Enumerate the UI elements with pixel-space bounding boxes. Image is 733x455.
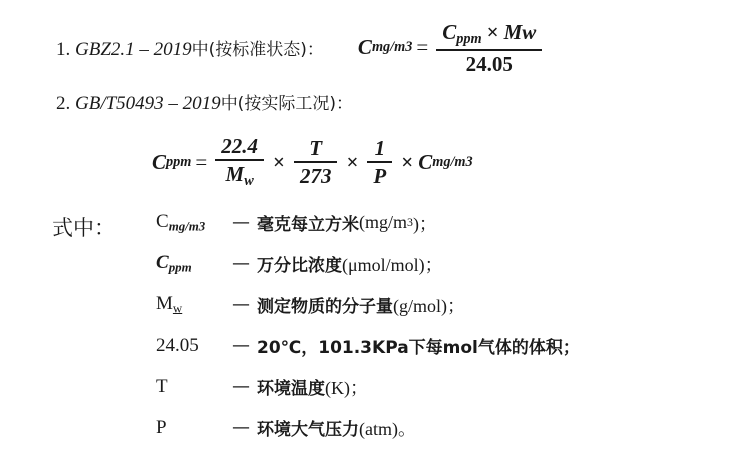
formula-2-frac1-num: 22.4	[215, 134, 264, 161]
formula-2-expression	[24, 126, 709, 198]
formula-2-frac1-den-symbol: M	[225, 162, 245, 187]
formula-2-times-1: ×	[272, 149, 285, 174]
legend-row-1-symbol-main: C	[156, 251, 169, 273]
formula-2-fraction-1	[215, 134, 264, 190]
legend-row	[156, 325, 709, 366]
legend-rows	[74, 202, 709, 448]
formula-item-1	[24, 18, 709, 78]
formula-2-times-2: ×	[346, 149, 359, 174]
legend-row-3-description: 20℃，101.3KPa下每mol气体的体积；	[257, 338, 580, 358]
legend-row-2-symbol-sub: w	[172, 300, 183, 316]
formula-1-num-a-sub: ppm	[456, 31, 482, 48]
legend-row-0-unit-close: )；	[412, 213, 437, 234]
legend-row-2-description: 测定物质的分子量	[257, 297, 393, 317]
legend-row	[156, 407, 709, 448]
legend-row-2-dash: —	[232, 294, 250, 315]
legend-row-3-symbol-main: 24.05	[156, 334, 199, 356]
formula-item-2	[24, 78, 709, 126]
legend-row-2-symbol	[156, 293, 230, 317]
legend-row-1-symbol	[156, 252, 230, 276]
formula-2-fraction-2	[294, 136, 338, 188]
legend-row-0-symbol-main: C	[156, 210, 169, 232]
legend-row-1-symbol-sub: ppm	[168, 259, 192, 275]
legend-row-3-dash: —	[232, 335, 250, 356]
formula-1-lhs-symbol: C	[357, 35, 372, 60]
legend-row	[156, 202, 709, 243]
legend-row-1-description: 万分比浓度	[257, 256, 342, 276]
formula-2-times-3: ×	[401, 149, 414, 174]
legend-block	[24, 202, 709, 448]
legend-row-5-dash: —	[232, 417, 250, 438]
formula-2-tail-sub: mg/m3	[432, 153, 473, 170]
formula-2-frac1-den	[215, 161, 264, 189]
formula-2-frac2-num: T	[294, 136, 338, 163]
item-2-label	[56, 89, 353, 115]
item-1-standard: GBZ2.1 – 2019	[75, 39, 192, 60]
legend-row	[156, 243, 709, 284]
formula-2-tail-symbol: C	[418, 149, 433, 174]
formula-2-lhs-symbol: C	[152, 149, 167, 174]
legend-row-1-dash: —	[232, 253, 250, 274]
legend-row-3-symbol	[156, 335, 230, 357]
legend-row-2-unit-open: (g/mol)；	[393, 295, 465, 316]
item-2-number: 2.	[56, 93, 71, 114]
formula-1-times: ×	[486, 20, 499, 45]
legend-row	[156, 366, 709, 407]
formula-1-num-b: Mw	[503, 20, 537, 45]
item-1-label	[56, 35, 324, 61]
formula-1-expression	[358, 20, 546, 76]
formula-2-frac1-den-sub: w	[244, 173, 254, 190]
legend-row-4-description: 环境温度	[257, 379, 325, 399]
item-1-number: 1.	[56, 39, 71, 60]
legend-row-0-description: 毫克每立方米	[257, 215, 359, 235]
legend-row-5-unit-open: (atm)。	[359, 418, 416, 439]
legend-row-0-unit-sup: 3	[407, 215, 413, 229]
legend-row-4-unit-open: (K)；	[325, 377, 368, 398]
item-1-condition: 中(按标准状态)：	[191, 40, 324, 60]
legend-row-5-symbol	[156, 417, 230, 439]
legend-row-0-symbol	[156, 211, 230, 235]
legend-row-5-symbol-main: P	[156, 416, 167, 438]
formula-2-lhs-sub: ppm	[166, 153, 192, 170]
formula-1-lhs-sub: mg/m3	[371, 39, 413, 56]
formula-1-num-a: C	[442, 20, 457, 45]
formula-1-denominator: 24.05	[465, 51, 513, 76]
legend-row-5-description: 环境大气压力	[257, 420, 359, 440]
legend-row-4-symbol-main: T	[156, 375, 168, 397]
legend-row	[156, 284, 709, 325]
legend-row-4-symbol	[156, 376, 230, 398]
legend-row-0-dash: —	[232, 212, 250, 233]
legend-row-1-unit-open: (μmol/mol)；	[342, 254, 443, 275]
formula-2-equals: =	[195, 149, 208, 174]
legend-row-0-unit-open: (mg/m	[359, 212, 407, 232]
formula-2-frac3-num: 1	[367, 136, 392, 163]
legend-heading: 式中：	[52, 216, 115, 240]
legend-row-4-dash: —	[232, 376, 250, 397]
formula-1-equals: =	[416, 35, 429, 60]
item-2-condition: 中(按实际工况)：	[220, 94, 353, 114]
legend-row-0-symbol-sub: mg/m3	[168, 218, 206, 234]
formula-2-frac3-den: P	[373, 164, 387, 188]
formula-1-fraction	[436, 20, 542, 76]
formula-2-fraction-3	[367, 136, 392, 188]
formula-2-frac2-den: 273	[299, 164, 332, 188]
formula-1-numerator	[436, 20, 542, 50]
legend-row-2-symbol-main: M	[156, 292, 173, 314]
item-2-standard: GB/T50493 – 2019	[75, 93, 221, 114]
